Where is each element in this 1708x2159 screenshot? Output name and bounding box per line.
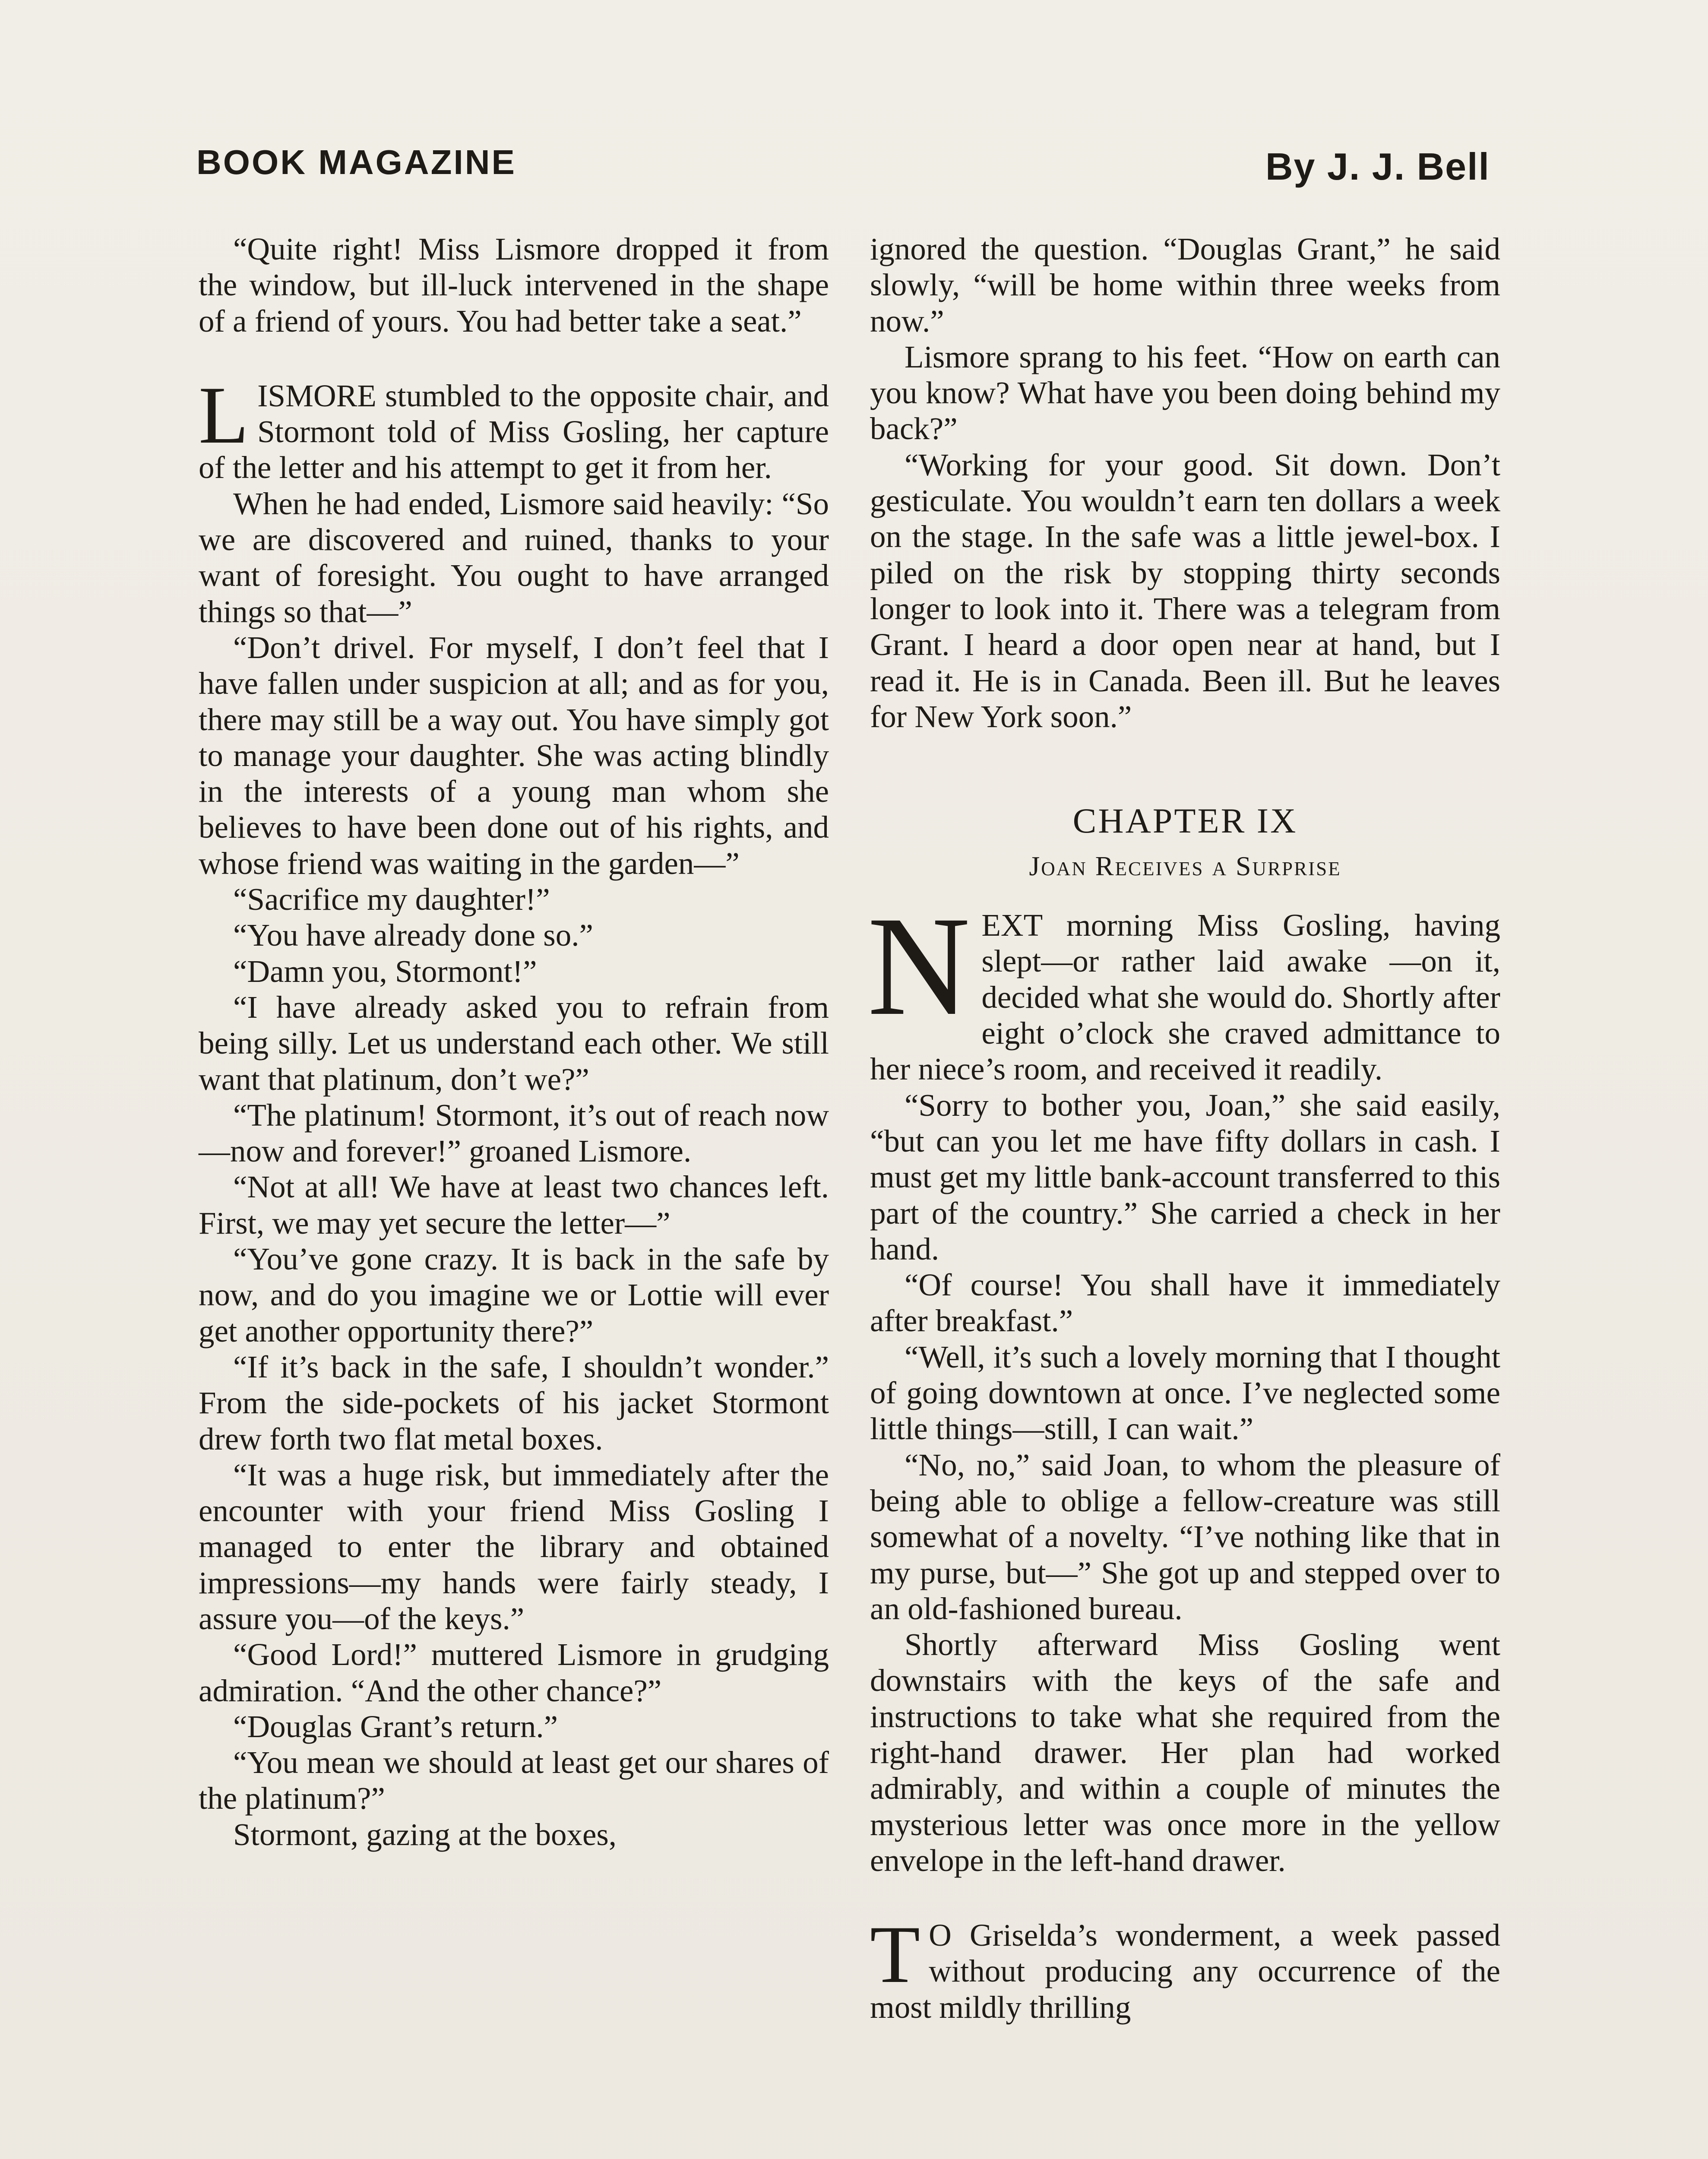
paragraph: “No, no,” said Joan, to whom the pleasure of being able to oblige a fellow-creature was still somewhat of a novelty. “I’ve nothing like that in my purse, but—” She got up and stepped over to an old-fashioned bureau. bbox=[870, 1447, 1500, 1626]
magazine-title: BOOK MAGAZINE bbox=[196, 143, 516, 181]
paragraph: Stormont, gazing at the boxes, bbox=[233, 1817, 617, 1852]
drop-cap: T bbox=[870, 1909, 920, 2001]
paragraph: “Well, it’s such a lovely morning that I thought of going downtown at once. I’ve neglected some little things—still, I can wait.” bbox=[870, 1339, 1500, 1447]
paragraph: “Working for your good. Sit down. Don’t gesticulate. You wouldn’t earn ten dollars a week on the stage. In the safe was a little jewel-box. I piled on the risk by stopping thirty seconds longer to look into it. There was a telegram from Grant. I heard a door open near at hand, but I read it. He is in Canada. Been ill. But he leaves for New York soon.” bbox=[870, 447, 1500, 734]
paragraph: “Don’t drivel. For myself, I don’t feel that I have fallen under suspicion at all; and as for you, there may still be a way out. You have simply got to manage your daughter. She was acting blindly in the interests of a young man whom she believes to have been done out of his rights, and whose friend was waiting in the garden—” bbox=[199, 630, 829, 881]
paragraph-text: O Griselda’s wonderment, a week passed without producing any occurrence of the most mildly thrilling bbox=[870, 1918, 1500, 2025]
paragraph: “Douglas Grant’s return.” bbox=[233, 1709, 558, 1744]
section-break bbox=[870, 1878, 1500, 1917]
paragraph-text: ISMORE stumbled to the opposite chair, and Stormont told of Miss Gosling, her capture of the letter and his attempt to get it from her. bbox=[199, 378, 829, 485]
section-break bbox=[199, 339, 829, 378]
paragraph-with-dropcap bbox=[870, 1909, 1500, 2025]
paragraph: “Sacrifice my daughter!” bbox=[233, 882, 550, 917]
paragraph-with-dropcap bbox=[199, 370, 829, 486]
paragraph: “It was a huge risk, but immediately after the encounter with your friend Miss Gosling I managed to enter the library and obtained impressions—my hands were fairly steady, I assure you—of the keys.” bbox=[199, 1457, 829, 1636]
paragraph: “Damn you, Stormont!” bbox=[233, 953, 537, 989]
section-break bbox=[870, 734, 1500, 799]
paragraph: ignored the question. “Douglas Grant,” he said slowly, “will be home within three weeks from now.” bbox=[870, 231, 1500, 339]
chapter-heading: CHAPTER IX bbox=[1072, 801, 1298, 841]
paragraph-text: EXT morning Miss Gosling, having slept—or rather laid awake —on it, decided what she would do. Shortly after eight o’clock she craved admittance to her niece’s room, and received it readily. bbox=[870, 908, 1500, 1087]
paragraph: “You have already done so.” bbox=[233, 918, 593, 953]
paragraph: “I have already asked you to refrain from being silly. Let us understand each other. We still want that platinum, don’t we?” bbox=[199, 989, 829, 1097]
paragraph: “Good Lord!” muttered Lismore in grudging admiration. “And the other chance?” bbox=[199, 1637, 829, 1708]
paragraph-with-dropcap bbox=[867, 887, 1500, 1087]
paragraph: “You mean we should at least get our shares of the platinum?” bbox=[199, 1745, 829, 1816]
paragraph: “Quite right! Miss Lismore dropped it from the window, but ill-luck intervened in the shape of a friend of yours. You had better take a seat.” bbox=[199, 231, 829, 339]
paragraph: Shortly afterward Miss Gosling went downstairs with the keys of the safe and instructions to take what she required from the right-hand drawer. Her plan had worked admirably, and within a couple of minutes the mysterious letter was once more in the yellow envelope in the left-hand drawer. bbox=[870, 1627, 1500, 1878]
paragraph: “Sorry to bother you, Joan,” she said easily, “but can you let me have fifty dollars in cash. I must get my little bank-account transferred to this part of the country.” She carried a check in her hand. bbox=[870, 1087, 1500, 1266]
drop-cap: L bbox=[199, 370, 249, 461]
paragraph: When he had ended, Lismore said heavily: “So we are discovered and ruined, thanks to your want of foresight. You ought to have arranged things so that—” bbox=[199, 486, 829, 629]
author-byline: By J. J. Bell bbox=[1265, 145, 1490, 188]
chapter-subtitle: Joan Receives a Surprise bbox=[1029, 851, 1341, 882]
paragraph: “Of course! You shall have it immediately after breakfast.” bbox=[870, 1267, 1500, 1339]
left-column bbox=[199, 231, 829, 1852]
paragraph: “If it’s back in the safe, I shouldn’t wonder.” From the side-pockets of his jacket Stormont drew forth two flat metal boxes. bbox=[199, 1349, 829, 1456]
paragraph: “The platinum! Stormont, it’s out of reach now—now and forever!” groaned Lismore. bbox=[199, 1097, 829, 1169]
paragraph: “You’ve gone crazy. It is back in the safe by now, and do you imagine we or Lottie will ever get another opportunity there?” bbox=[199, 1241, 829, 1349]
drop-cap: N bbox=[867, 887, 971, 1045]
paragraph: “Not at all! We have at least two chances left. First, we may yet secure the letter—” bbox=[199, 1169, 829, 1241]
right-column bbox=[867, 231, 1500, 2025]
paragraph: Lismore sprang to his feet. “How on earth can you know? What have you been doing behind my back?” bbox=[870, 339, 1500, 446]
